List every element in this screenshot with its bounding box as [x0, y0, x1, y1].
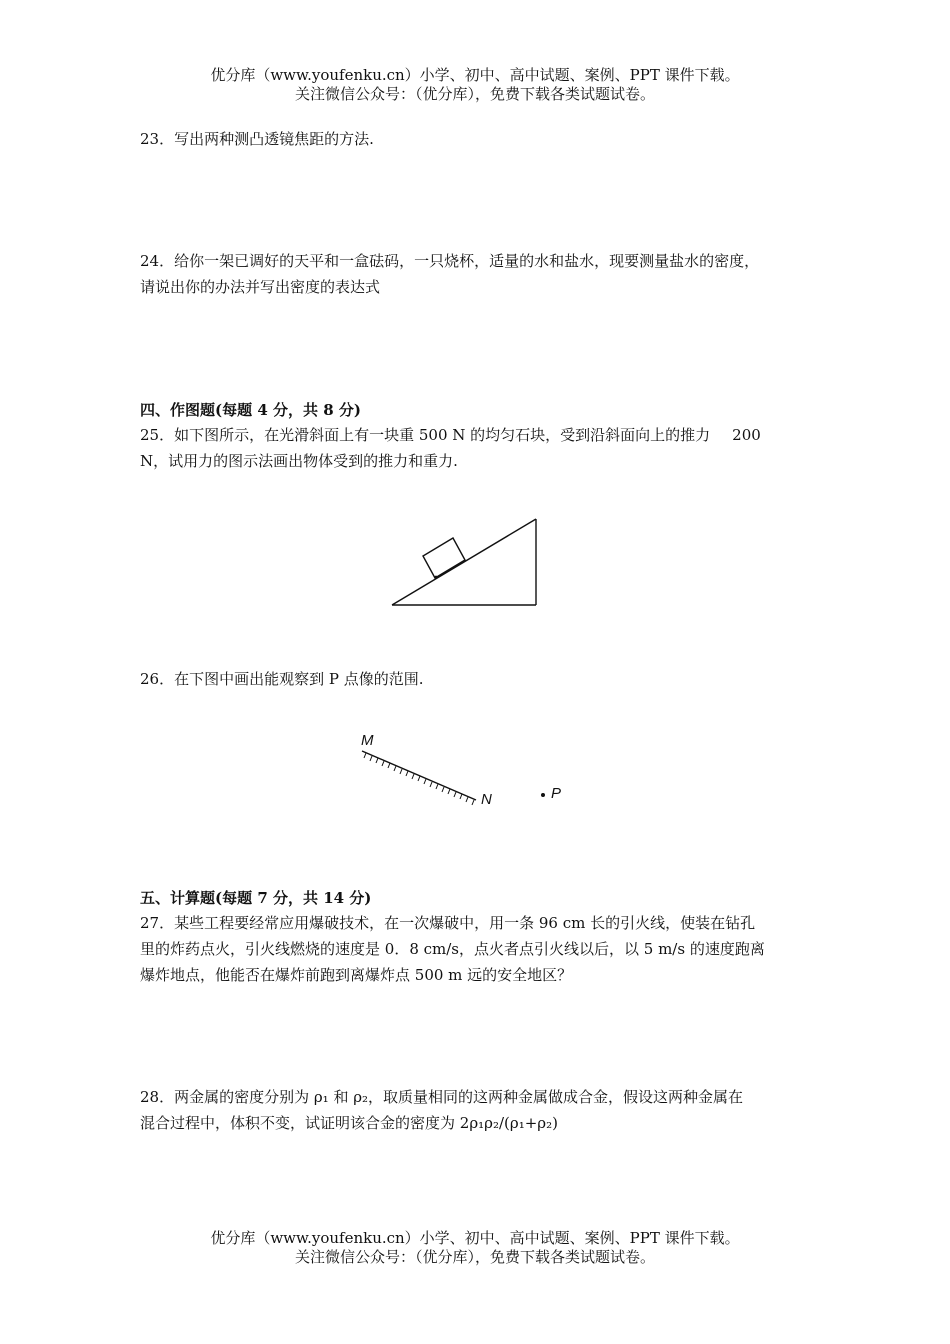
mirror-figure	[355, 726, 575, 816]
section-4-title: 四、作图题(每题 4 分，共 8 分)	[140, 401, 361, 419]
question-27	[140, 910, 820, 988]
question-23: 23．写出两种测凸透镜焦距的方法.	[140, 130, 374, 148]
question-24-line-2: 请说出你的办法并写出密度的表达式	[140, 278, 381, 296]
incline-slope	[392, 519, 536, 605]
question-25-force-value: 200	[732, 426, 761, 444]
header-line-2: 关注微信公众号：（优分库），免费下载各类试题试卷。	[294, 85, 655, 103]
label-n: N	[481, 791, 492, 808]
mirror-hatching	[364, 753, 474, 805]
point-p-dot	[541, 793, 545, 797]
question-25-line-1	[140, 422, 820, 448]
question-28-line-1: 28．两金属的密度分别为 ρ₁ 和 ρ₂，取质量相同的这两种金属做成合金，假设这两种金属在	[140, 1088, 744, 1106]
question-28	[140, 1084, 820, 1136]
block-center-dot	[435, 576, 438, 579]
label-p: P	[551, 785, 562, 802]
question-27-line-2: 里的炸药点火，引火线燃烧的速度是 0．8 cm/s，点火者点引火线以后，以 5 m/s 的速度跑离	[140, 940, 765, 958]
page-header	[0, 66, 950, 104]
header-line-1: 优分库（www.youfenku.cn）小学、初中、高中试题、案例、PPT 课件下载。	[210, 66, 740, 84]
question-28-line-2: 混合过程中，体积不变，试证明该合金的密度为 2ρ₁ρ₂/(ρ₁+ρ₂)	[140, 1114, 558, 1132]
question-25	[140, 422, 820, 474]
question-27-line-1: 27．某些工程要经常应用爆破技术，在一次爆破中，用一条 96 cm 长的引火线，使装在钻孔	[140, 914, 756, 932]
question-24	[140, 248, 820, 300]
plane-mirror	[362, 751, 476, 800]
question-26: 26．在下图中画出能观察到 P 点像的范围.	[140, 670, 424, 688]
question-27-line-3: 爆炸地点，他能否在爆炸前跑到离爆炸点 500 m 远的安全地区？	[140, 966, 573, 984]
footer-line-2: 关注微信公众号：（优分库），免费下载各类试题试卷。	[294, 1248, 655, 1266]
section-5-title: 五、计算题(每题 7 分，共 14 分)	[140, 889, 372, 907]
page-footer	[0, 1229, 950, 1267]
incline-figure	[388, 514, 548, 614]
stone-block	[423, 538, 465, 578]
footer-line-1: 优分库（www.youfenku.cn）小学、初中、高中试题、案例、PPT 课件下载。	[210, 1229, 740, 1247]
question-24-line-1: 24．给你一架已调好的天平和一盒砝码，一只烧杯，适量的水和盐水，现要测量盐水的密度，	[140, 252, 760, 270]
question-25-line-1-text: 25．如下图所示，在光滑斜面上有一块重 500 N 的均匀石块，受到沿斜面向上的推力	[140, 426, 711, 444]
label-m: M	[361, 732, 374, 749]
question-25-line-2: N，试用力的图示法画出物体受到的推力和重力.	[140, 452, 458, 470]
